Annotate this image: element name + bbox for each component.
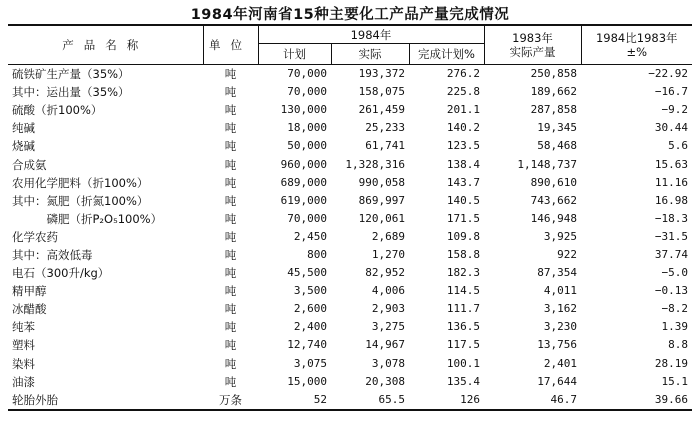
- cell-1983-actual: 87,354: [537, 266, 578, 280]
- cell-1983-actual: 3,162: [543, 302, 578, 316]
- cell-actual: 65.5: [331, 391, 409, 410]
- cell-product-name: 合成氨: [12, 157, 47, 172]
- cell-product-name: 轮胎外胎: [8, 391, 203, 410]
- cell-plan: 3,075: [293, 356, 327, 370]
- cell-change-pct: −18.3: [654, 211, 689, 225]
- cell-change-pct: −9.2: [661, 103, 689, 117]
- cell-1983-actual: 890,610: [530, 175, 578, 189]
- cell-plan: 3,500: [293, 284, 327, 298]
- cell-1983-actual: 189,662: [530, 85, 578, 99]
- cell-change-pct: 37.74: [654, 247, 689, 261]
- cell-unit: 吨: [224, 175, 237, 190]
- cell-product-name: 纯碱: [12, 121, 35, 136]
- cell-unit: 吨: [224, 211, 237, 226]
- header-product-name: 产品名称: [8, 25, 203, 65]
- cell-completion-pct: 117.5: [446, 338, 481, 352]
- cell-unit: 吨: [224, 193, 237, 208]
- cell-actual: 2,903: [371, 302, 405, 316]
- cell-completion-pct: 182.3: [446, 266, 481, 280]
- cell-unit: 吨: [224, 266, 237, 281]
- cell-actual: 3,275: [371, 320, 405, 334]
- header-1983-line2: 实际产量: [509, 45, 556, 59]
- table-row: [8, 174, 692, 192]
- cell-plan: 2,600: [293, 302, 327, 316]
- cell-completion-pct: 276.2: [446, 67, 481, 81]
- cell-completion-pct: 225.8: [446, 85, 481, 99]
- cell-plan: 619,000: [280, 193, 327, 207]
- cell-change-pct: −0.13: [654, 284, 689, 298]
- cell-unit: 吨: [224, 356, 237, 371]
- cell-product-name: 其中：高效低毒: [12, 247, 93, 262]
- cell-product-name: 塑料: [12, 338, 35, 353]
- cell-change-pct: 1.39: [661, 320, 689, 334]
- cell-product-name: 其中：运出量（35%）: [12, 85, 130, 100]
- cell-change-pct: 30.44: [654, 121, 689, 135]
- cell-actual: 82,952: [365, 266, 405, 280]
- cell-plan: 2,400: [293, 320, 327, 334]
- table-row: [8, 210, 692, 228]
- cell-unit: 万条: [203, 391, 258, 410]
- cell-change-pct: 16.98: [654, 193, 689, 207]
- cell-product-name: 电石（300升/kg）: [12, 266, 110, 281]
- cell-unit: 吨: [224, 85, 237, 100]
- cell-actual: 1,328,316: [345, 157, 405, 171]
- cell-1983-actual: 2,401: [543, 356, 578, 370]
- production-table: [8, 24, 692, 411]
- cell-unit: 吨: [224, 67, 237, 82]
- table-row: [8, 264, 692, 282]
- table-title: 1984年河南省15种主要化工产品产量完成情况: [190, 7, 510, 23]
- cell-1983-actual: 146,948: [530, 211, 578, 225]
- table-row: [8, 336, 692, 354]
- cell-completion-pct: 135.4: [446, 374, 481, 388]
- cell-completion-pct: 100.1: [446, 356, 481, 370]
- cell-plan: 70,000: [287, 67, 327, 81]
- cell-product-name: 染料: [12, 356, 35, 371]
- cell-completion-pct: 126: [409, 391, 484, 410]
- cell-actual: 2,689: [371, 229, 405, 243]
- cell-unit: 吨: [224, 157, 237, 172]
- cell-completion-pct: 140.2: [446, 121, 481, 135]
- cell-1983-actual: 743,662: [530, 193, 578, 207]
- cell-product-name: 化学农药: [12, 229, 58, 244]
- cell-completion-pct: 143.7: [446, 175, 481, 189]
- cell-change-pct: 8.8: [668, 338, 689, 352]
- cell-change-pct: −8.2: [661, 302, 689, 316]
- cell-completion-pct: 171.5: [446, 211, 481, 225]
- cell-unit: 吨: [224, 103, 237, 118]
- cell-change-pct: −16.7: [654, 85, 689, 99]
- cell-actual: 20,308: [365, 374, 405, 388]
- table-row: [8, 300, 692, 318]
- cell-product-name: 农用化学肥料（折100%）: [12, 175, 149, 190]
- cell-actual: 3,078: [371, 356, 405, 370]
- header-change-line2: ±%: [626, 45, 648, 59]
- cell-actual: 193,372: [358, 67, 405, 81]
- cell-plan: 800: [307, 247, 327, 261]
- cell-product-name: 磷肥（折P₂O₅100%）: [12, 211, 163, 226]
- cell-plan: 70,000: [287, 211, 327, 225]
- cell-change-pct: 15.63: [654, 157, 689, 171]
- cell-1983-actual: 3,230: [543, 320, 578, 334]
- cell-actual: 1,270: [371, 247, 405, 261]
- cell-plan: 45,500: [287, 266, 327, 280]
- table-body: [8, 65, 692, 410]
- cell-change-pct: 5.6: [668, 139, 689, 153]
- cell-1983-actual: 58,468: [537, 139, 578, 153]
- cell-unit: 吨: [224, 139, 237, 154]
- cell-product-name: 硫酸（折100%）: [12, 103, 103, 118]
- cell-change-pct: 11.16: [654, 175, 689, 189]
- table-row: [8, 101, 692, 119]
- cell-1983-actual: 13,756: [537, 338, 578, 352]
- cell-completion-pct: 138.4: [446, 157, 481, 171]
- cell-unit: 吨: [224, 247, 237, 262]
- cell-product-name: 油漆: [12, 374, 35, 389]
- table-row: [8, 391, 692, 410]
- cell-unit: 吨: [224, 229, 237, 244]
- cell-unit: 吨: [224, 374, 237, 389]
- header-change-line1: 1984比1983年: [595, 31, 678, 45]
- header-year-1984: 1984年: [258, 25, 484, 44]
- table-row: [8, 246, 692, 264]
- cell-change-pct: −31.5: [654, 229, 689, 243]
- cell-actual: 261,459: [358, 103, 405, 117]
- cell-1983-actual: 1,148,737: [517, 157, 578, 171]
- table-row: [8, 119, 692, 137]
- cell-plan: 50,000: [287, 139, 327, 153]
- cell-plan: 2,450: [293, 229, 327, 243]
- table-row: [8, 137, 692, 155]
- cell-plan: 960,000: [280, 157, 327, 171]
- header-change: [581, 25, 692, 65]
- header-year-1983: [484, 25, 581, 65]
- header-actual: 实际: [331, 44, 409, 65]
- cell-unit: 吨: [224, 338, 237, 353]
- table-row: [8, 83, 692, 101]
- cell-actual: 120,061: [358, 211, 405, 225]
- cell-1983-actual: 19,345: [537, 121, 578, 135]
- table-row: [8, 65, 692, 84]
- table-row: [8, 355, 692, 373]
- cell-change-pct: −5.0: [661, 266, 689, 280]
- cell-actual: 14,967: [365, 338, 405, 352]
- cell-1983-actual: 287,858: [530, 103, 578, 117]
- cell-unit: 吨: [224, 284, 237, 299]
- cell-1983-actual: 4,011: [543, 284, 578, 298]
- cell-product-name: 精甲醇: [12, 284, 47, 299]
- cell-product-name: 硫铁矿生产量（35%）: [12, 67, 130, 82]
- cell-completion-pct: 123.5: [446, 139, 481, 153]
- header-1983-line1: 1983年: [512, 31, 553, 45]
- cell-completion-pct: 140.5: [446, 193, 481, 207]
- cell-product-name: 烧碱: [12, 139, 35, 154]
- cell-plan: 70,000: [287, 85, 327, 99]
- cell-plan: 12,740: [287, 338, 327, 352]
- header-plan: 计划: [258, 44, 331, 65]
- cell-completion-pct: 111.7: [446, 302, 481, 316]
- table-row: [8, 282, 692, 300]
- cell-product-name: 其中：氮肥（折氮100%）: [12, 193, 149, 208]
- cell-unit: 吨: [224, 320, 237, 335]
- header-unit: 单位: [203, 25, 258, 65]
- cell-completion-pct: 109.8: [446, 229, 481, 243]
- cell-unit: 吨: [224, 302, 237, 317]
- cell-actual: 869,997: [358, 193, 405, 207]
- cell-1983-actual: 17,644: [537, 374, 578, 388]
- header-completion: 完成计划%: [409, 44, 484, 65]
- cell-1983-actual: 250,858: [530, 67, 578, 81]
- cell-plan: 689,000: [280, 175, 327, 189]
- cell-change-pct: 28.19: [654, 356, 689, 370]
- cell-actual: 25,233: [365, 121, 405, 135]
- table-row: [8, 228, 692, 246]
- cell-plan: 18,000: [287, 121, 327, 135]
- cell-completion-pct: 136.5: [446, 320, 481, 334]
- cell-plan: 52: [258, 391, 331, 410]
- cell-product-name: 冰醋酸: [12, 302, 47, 317]
- cell-completion-pct: 158.8: [446, 247, 481, 261]
- cell-unit: 吨: [224, 121, 237, 136]
- cell-1983-actual: 46.7: [484, 391, 581, 410]
- cell-completion-pct: 201.1: [446, 103, 481, 117]
- cell-1983-actual: 922: [557, 247, 578, 261]
- cell-1983-actual: 3,925: [543, 229, 578, 243]
- cell-product-name: 纯苯: [12, 320, 35, 335]
- table-row: [8, 318, 692, 336]
- cell-actual: 61,741: [365, 139, 405, 153]
- table-header: [8, 25, 692, 65]
- cell-plan: 15,000: [287, 374, 327, 388]
- cell-plan: 130,000: [280, 103, 327, 117]
- table-row: [8, 192, 692, 210]
- table-row: [8, 155, 692, 173]
- cell-actual: 158,075: [358, 85, 405, 99]
- cell-actual: 990,058: [358, 175, 405, 189]
- cell-change-pct: 15.1: [661, 374, 689, 388]
- cell-change-pct: −22.92: [648, 67, 689, 81]
- cell-actual: 4,006: [371, 284, 405, 298]
- cell-change-pct: 39.66: [581, 391, 692, 410]
- cell-completion-pct: 114.5: [446, 284, 481, 298]
- table-row: [8, 373, 692, 391]
